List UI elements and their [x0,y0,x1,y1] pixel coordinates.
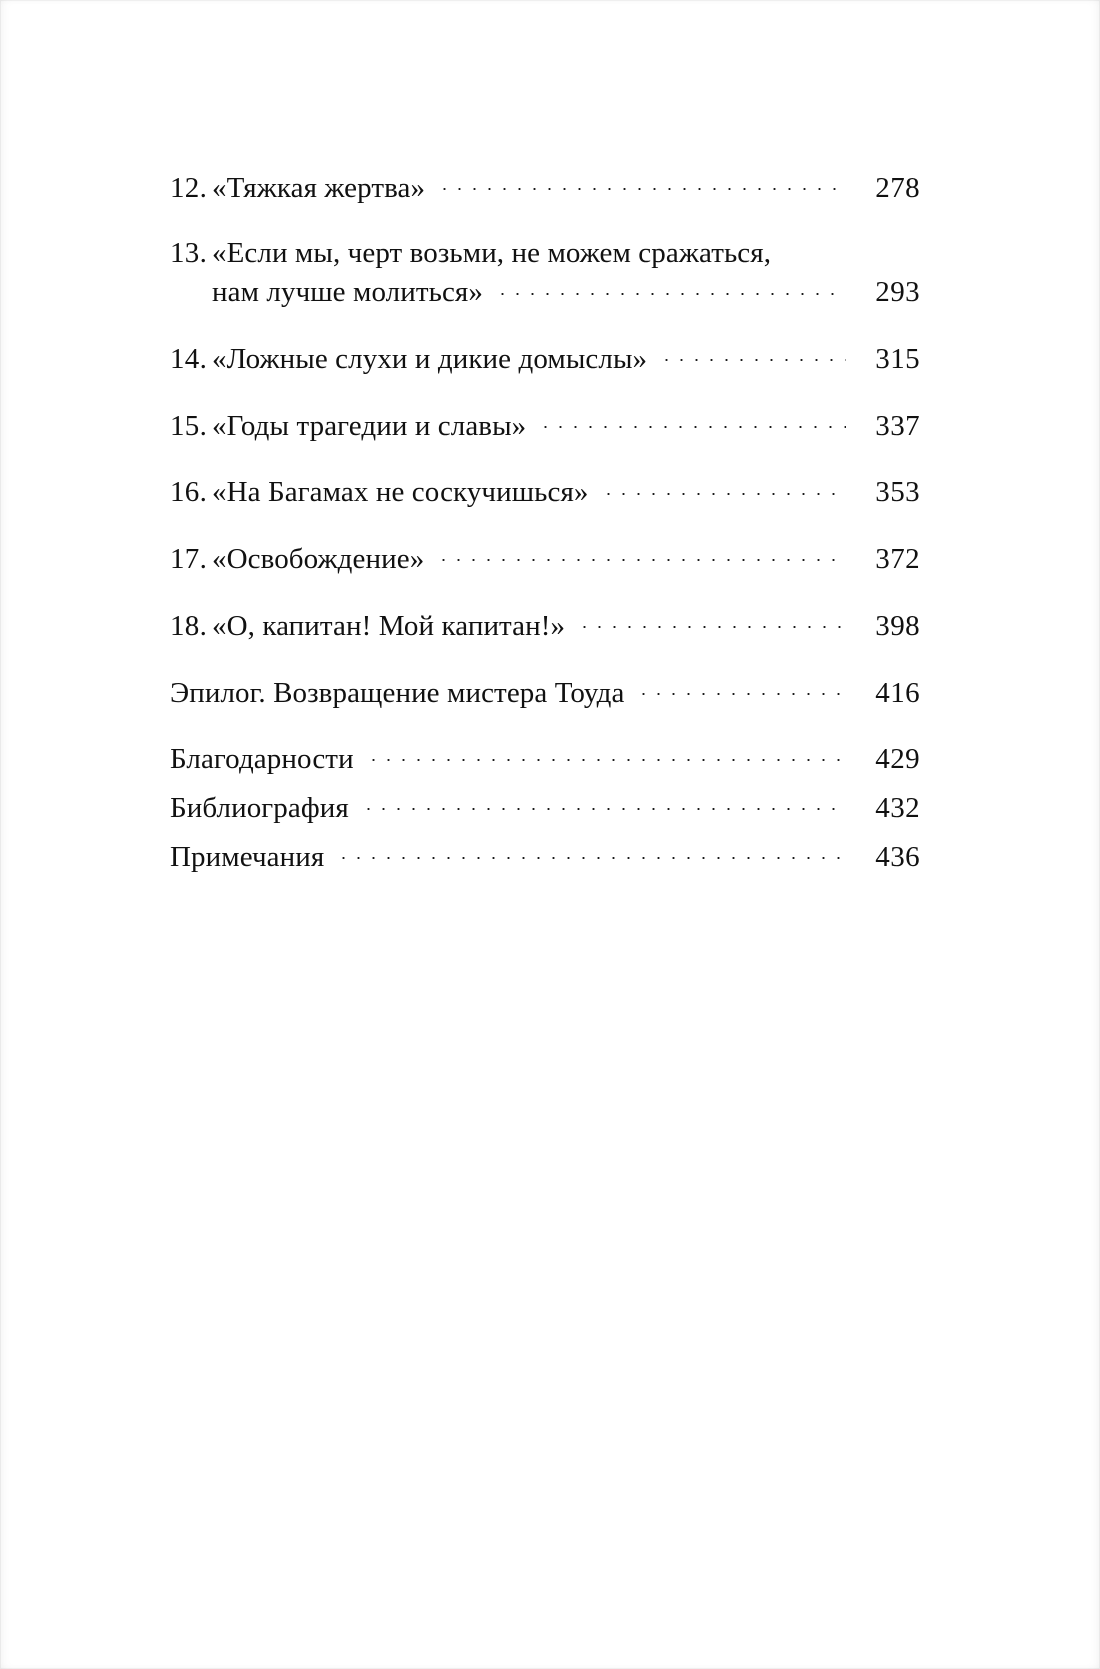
toc-entry[interactable] [170,739,920,779]
toc-entry-page-number: 337 [875,409,920,442]
toc-entry-number: 15. [170,409,208,442]
dot-leader [601,472,847,501]
toc-entry-page-number: 315 [875,343,920,376]
toc-entry-line [170,235,920,273]
toc-entry-number: 18. [170,609,208,642]
toc-entry-title: «О, капитан! Мой капитан!» [212,609,566,642]
toc-entry[interactable] [170,406,920,446]
toc-entry-number: 16. [170,476,208,509]
toc-entry-number: 17. [170,543,208,576]
dot-leader [336,837,846,866]
dot-leader [495,272,846,301]
toc-entry[interactable] [170,837,920,877]
dot-leader [538,406,846,435]
toc-entry-number: 14. [170,343,208,376]
toc-entry-title: «Тяжкая жертва» [212,172,426,204]
toc-entry-page-number: 293 [875,276,920,309]
toc-entry-page-number: 429 [875,743,920,776]
toc-entry-title: Примечания [170,840,325,873]
toc-entry-number: 13. [170,236,208,269]
dot-leader [636,673,846,702]
dot-leader [366,739,846,768]
toc-entry-page-number: 398 [875,609,920,642]
toc-entry-line [170,272,920,312]
toc-entry-line [170,406,920,446]
toc-entry[interactable] [170,339,920,379]
toc-entry-page-number: 353 [875,476,920,509]
toc-entry[interactable] [170,673,920,713]
toc-entry-page-number: 432 [875,791,920,824]
toc-entry[interactable] [170,235,920,312]
toc-entry-page-number: 278 [875,172,920,204]
dot-leader [577,606,846,635]
toc-entry-line [170,539,920,579]
toc-entry-line [170,606,920,646]
toc-entry-title: «Если мы, черт возьми, не можем сражаться, [212,236,772,269]
toc-entry-line [170,673,920,713]
dot-leader [361,788,846,817]
dot-leader [659,339,846,368]
toc-entry-page-number: 416 [875,676,920,709]
toc-entry[interactable] [170,472,920,512]
toc-entry-title: «Освобождение» [212,543,425,576]
toc-entry-title: нам лучше молиться» [212,276,483,309]
toc-entry-title: «На Багамах не соскучишься» [212,476,589,509]
toc-entry-line [170,339,920,379]
toc-entry-title: «Годы трагедии и славы» [212,409,527,442]
toc-entry-title: Библиография [170,791,349,824]
toc-entry-line [170,739,920,779]
toc-entry-line [170,472,920,512]
toc-entry-page-number: 372 [875,543,920,576]
toc-entry[interactable] [170,788,920,828]
table-of-contents-list [170,168,920,876]
toc-entry-title: Благодарности [170,743,354,776]
toc-entry-number: 12. [170,172,208,204]
toc-entry[interactable] [170,606,920,646]
toc-entry-title: «Ложные слухи и дикие домыслы» [212,343,648,376]
toc-entry-line [170,788,920,828]
toc-entry-page-number: 436 [875,840,920,873]
toc-entry[interactable] [170,168,920,208]
dot-leader [436,539,846,568]
toc-entry-line [170,168,920,208]
dot-leader [437,168,846,197]
toc-entry[interactable] [170,539,920,579]
toc-entry-line [170,837,920,877]
toc-entry-title: Эпилог. Возвращение мистера Тоуда [170,676,625,709]
